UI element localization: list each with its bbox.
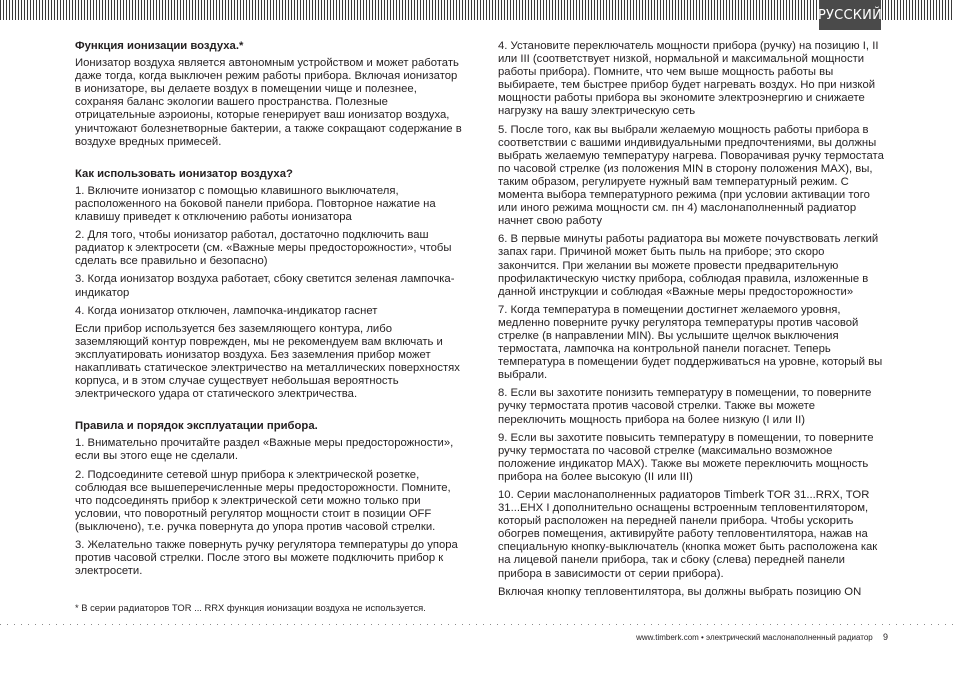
page-footer (636, 632, 888, 643)
left-column (75, 40, 463, 583)
footer-text: www.timberk.com • электрический маслонаполненный радиатор (636, 633, 873, 642)
paragraph: 2. Для того, чтобы ионизатор работал, достаточно подключить ваш радиатор к электросети (см. «Важные меры предосторожности», чтобы сделать все правильно и безопасно) (75, 229, 452, 268)
section-title-ionization: Функция ионизации воздуха.* (75, 40, 244, 52)
paragraph: 9. Если вы захотите повысить температуру в помещении, то поверните ручку термостата по часовой стрелке (максимально возможное положение индикатор MAX). Также вы можете переключить мощность прибора на более высокую (II или III) (498, 431, 874, 483)
footnote: * В серии радиаторов TOR ... RRX функция ионизации воздуха не используется. (75, 602, 426, 613)
paragraph: 10. Серии маслонаполненных радиаторов Timberk TOR 31...RRX, TOR 31...EHX I дополнительно оснащены встроенным тепловентилятором, который расположен на передней панели прибора. Чтобы ускорить обогрев помещения, активируйте работу тепловентилятора, нажав на специальную кнопку-выключатель (кнопка может быть расположена как на лицевой панели прибора, так и сбоку (слева) передней панели прибора в зависимости от серии прибора). (498, 489, 878, 580)
language-tab (819, 0, 881, 30)
paragraph: 3. Когда ионизатор воздуха работает, сбоку светится зеленая лампочка-индикатор (75, 273, 455, 299)
paragraph: 7. Когда температура в помещении достигнет желаемого уровня, медленно поверните ручку регулятора температуры против часовой стрелке (в направлении MIN). Вы услышите щелчок выключения термостата, лампочка на контрольной панели погаснет. Теперь температура в помещении будет поддерживаться на уровне, который вы выбрали. (498, 303, 883, 382)
paragraph: Ионизатор воздуха является автономным устройством и может работать даже тогда, когда выключен режим работы прибора. Включая ионизатор в ионизаторе, вы делаете воздух в помещении чище и полезнее, сохраняя баланс экологии вашего пространства. Полезные отрицательные аэроионы, которые генерирует ваш ионизатор воздуха, уничтожают болезнетворные бактерии, а также сокращают содержание в воздухе вредных примесей. (75, 57, 462, 148)
paragraph: Если прибор используется без заземляющего контура, либо заземляющий контур поврежден, мы не рекомендуем вам включать и эксплуатировать ионизатор воздуха. Без заземления прибор может накапливать статическое электричество на металлических поверхностях корпуса, и в этом случае существует небольшая вероятность электрического удара от статического электричества. (75, 322, 460, 401)
paragraph: 8. Если вы захотите понизить температуру в помещении, то поверните ручку термостата против часовой стрелки. Также вы можете переключить мощность прибора на более низкую (I или II) (498, 387, 872, 426)
paragraph: 2. Подсоедините сетевой шнур прибора к электрической розетке, соблюдая все вышеперечисленные меры предосторожности. Помните, что подсоединять прибор к электрической сети можно только при условии, что поворотный регулятор мощности стоит в позиции OFF (выключено), т.е. ручка повернута до упора против часовой стрелки. (75, 468, 451, 533)
paragraph: 1. Включите ионизатор с помощью клавишного выключателя, расположенного на боковой панели прибора. Повторное нажатие на клавишу приведет к отключению работы ионизатора (75, 184, 436, 224)
paragraph: 4. Установите переключатель мощности прибора (ручку) на позицию I, II или III (соответствует низкой, нормальной и максимальной мощности работы прибора). Помните, что чем выше мощность работы вы выбираете, тем быстрее прибор будет нагревать воздух. Но при низкой мощности работы прибора вы экономите электроэнергию и снижаете нагрузку на вашу электрическую сеть (498, 40, 879, 118)
paragraph: 1. Внимательно прочитайте раздел «Важные меры предосторожности», если вы этого еще не сделали. (75, 437, 454, 463)
section-title-how-to-use: Как использовать ионизатор воздуха? (75, 167, 293, 180)
paragraph: 3. Желательно также повернуть ручку регулятора температуры до упора против часовой стрелки. После этого вы можете подключить прибор к электросети. (75, 539, 458, 578)
header-stripe-band (0, 0, 954, 20)
section-title-operation-rules: Правила и порядок эксплуатации прибора. (75, 420, 318, 433)
paragraph: 4. Когда ионизатор отключен, лампочка-индикатор гаснет (75, 304, 378, 317)
language-label: РУССКИЙ (818, 7, 882, 23)
paragraph: Включая кнопку тепловентилятора, вы должны выбрать позицию ON (498, 585, 862, 598)
right-column (498, 40, 886, 604)
paragraph: 6. В первые минуты работы радиатора вы можете почувствовать легкий запах гари. Причиной может быть пыль на приборе; это скоро закончится. При желании вы можете провести предварительную профилактическую чистку прибора, соблюдая правила, изложенные в данной инструкции и соблюдая «Важные меры предосторожности» (498, 233, 879, 298)
paragraph: 5. После того, как вы выбрали желаемую мощность работы прибора в соответствии с вашими индивидуальными предпочтениями, вы должны выбрать желаемую температуру нагрева. Поворачивая ручку термостата по часовой стрелке (из положения MIN в сторону положения MAX), вы, таким образом, регулируете нужный вам температурный режим. С момента выбора температурного режима (при условии активации того или иного режима мощности см. пн 4) маслонаполненный радиатор начнет свою работу (498, 123, 884, 228)
dotted-divider (0, 624, 954, 625)
page-number: 9 (882, 632, 888, 642)
